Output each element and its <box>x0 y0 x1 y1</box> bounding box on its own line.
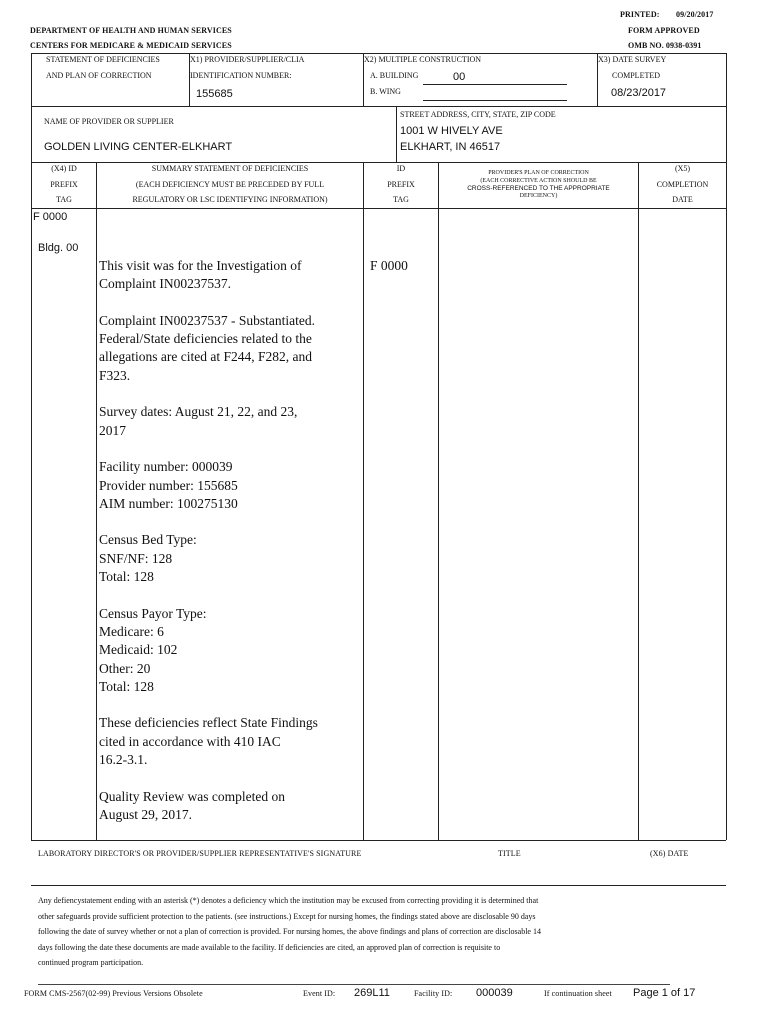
page-number: Page 1 of 17 <box>633 987 696 999</box>
disclaimer-line: other safeguards provide sufficient protection to the patients. (see instructions.) Except for nursing homes, the findings stated above are disclosable 90 days <box>38 911 536 921</box>
summary-header-line3: REGULATORY OR LSC IDENTIFYING INFORMATION) <box>132 195 328 204</box>
form-approved-label: FORM APPROVED <box>628 26 700 35</box>
id-header-line1: ID <box>396 164 406 173</box>
x3-label-line1: X3) DATE SURVEY <box>598 55 667 64</box>
column-header-bottom-border <box>31 208 726 209</box>
printed-label: PRINTED: <box>620 10 660 19</box>
plan-header-line3: CROSS-REFERENCED TO THE APPROPRIATE <box>467 185 610 192</box>
text-line: Medicare: 6 <box>99 623 164 639</box>
plan-header-line4: DEFICIENCY) <box>519 192 558 199</box>
text-line: allegations are cited at F244, F282, and <box>99 349 312 365</box>
summary-header-line1: SUMMARY STATEMENT OF DEFICIENCIES <box>151 164 309 173</box>
text-line: 2017 <box>99 422 126 438</box>
paragraph <box>99 714 361 769</box>
facility-id-label: Facility ID: <box>414 989 453 998</box>
building-value: 00 <box>453 71 466 83</box>
paragraph <box>99 257 361 294</box>
text-line: This visit was for the Investigation of <box>99 258 302 273</box>
printed-date: 09/20/2017 <box>676 10 714 19</box>
x1-label-line1: X1) PROVIDER/SUPPLIER/CLIA <box>190 55 305 64</box>
text-line: Quality Review was completed on <box>99 788 285 804</box>
left-prefix-tag: F 0000 <box>33 211 68 223</box>
text-line: Federal/State deficiencies related to the <box>99 331 312 347</box>
text-line: Census Payor Type: <box>99 605 207 621</box>
text-line: Survey dates: August 21, 22, and 23, <box>99 404 298 420</box>
disclaimer-line: continued program participation. <box>38 958 144 967</box>
top-border <box>31 53 726 54</box>
text-line: Provider number: 155685 <box>99 477 238 493</box>
disclaimer-line: following the date of survey whether or not a plan of correction is provided. For nursing homes, the above findings and plans of correction are disclosable 14 <box>38 927 541 936</box>
id-header-line3: TAG <box>393 195 409 204</box>
omb-number: OMB NO. 0938-0391 <box>628 41 702 50</box>
x1-label-line2: IDENTIFICATION NUMBER: <box>190 71 292 80</box>
statement-label-line2: AND PLAN OF CORRECTION <box>46 71 152 80</box>
centers-heading: CENTERS FOR MEDICARE & MEDICAID SERVICES <box>30 41 232 50</box>
plan-header-line1: PROVIDER'S PLAN OF CORRECTION <box>488 170 589 176</box>
plan-header <box>439 170 638 200</box>
x4-header-line1: (X4) ID <box>51 164 77 173</box>
facility-id-value: 000039 <box>476 987 513 999</box>
signature-label: LABORATORY DIRECTOR'S OR PROVIDER/SUPPLIER REPRESENTATIVE'S SIGNATURE <box>38 849 362 858</box>
text-line: August 29, 2017. <box>99 806 193 822</box>
text-line: Total: 128 <box>99 569 154 585</box>
text-line: These deficiencies reflect State Findings <box>99 715 318 731</box>
wing-label: B. WING <box>370 87 401 96</box>
col-divider-id <box>438 162 439 840</box>
form-number: FORM CMS-2567(02-99) Previous Versions Obsolete <box>24 989 203 998</box>
paragraph <box>99 531 361 586</box>
disclaimer <box>38 893 718 971</box>
x5-header-line1: (X5) <box>674 164 691 173</box>
paragraph <box>99 788 361 825</box>
signature-date-label: (X6) DATE <box>650 849 689 858</box>
text-line: Complaint IN00237537 - Substantiated. <box>99 312 315 328</box>
provider-name-value: GOLDEN LIVING CENTER-ELKHART <box>44 141 233 153</box>
plan-header-line2: (EACH CORRECTIVE ACTION SHOULD BE <box>480 177 597 184</box>
footer-rule <box>38 984 670 985</box>
text-line: Other: 20 <box>99 660 151 676</box>
signature-title-label: TITLE <box>498 849 521 858</box>
address-line1: 1001 W HIVELY AVE <box>400 125 503 137</box>
text-line: Facility number: 000039 <box>99 459 233 475</box>
building-underline <box>423 84 567 85</box>
address-label: STREET ADDRESS, CITY, STATE, ZIP CODE <box>400 110 556 119</box>
disclaimer-line: Any defiencystatement ending with an asterisk (*) denotes a deficiency which the institution may be excused from correcting providing it is determined that <box>38 896 539 905</box>
name-address-divider <box>396 106 397 162</box>
provider-name-label: NAME OF PROVIDER OR SUPPLIER <box>44 117 174 126</box>
continuation-label: If continuation sheet <box>544 989 612 998</box>
x5-header-line2: COMPLETION <box>656 180 709 189</box>
text-line: Census Bed Type: <box>99 532 197 548</box>
address-line2: ELKHART, IN 46517 <box>400 141 501 153</box>
x5-header-line3: DATE <box>672 195 693 204</box>
id-header-line2: PREFIX <box>387 180 415 189</box>
text-line: SNF/NF: 128 <box>99 550 173 566</box>
text-line: cited in accordance with 410 IAC <box>99 733 281 749</box>
text-line: Total: 128 <box>99 678 154 694</box>
text-line: F323. <box>99 367 131 383</box>
department-heading: DEPARTMENT OF HEALTH AND HUMAN SERVICES <box>30 26 232 35</box>
paragraph <box>99 312 361 385</box>
text-line: 16.2-3.1. <box>99 752 148 768</box>
x3-label-line2: COMPLETED <box>612 71 660 80</box>
col-divider-plan <box>638 162 639 840</box>
x4-header-line2: PREFIX <box>50 180 78 189</box>
col-divider-summary <box>363 162 364 840</box>
wing-underline <box>423 100 567 101</box>
text-line: Complaint IN00237537. <box>99 276 231 292</box>
right-prefix-tag: F 0000 <box>370 258 408 273</box>
summary-statement <box>99 257 361 843</box>
right-border <box>726 53 727 840</box>
x2-label: X2) MULTIPLE CONSTRUCTION <box>364 55 482 64</box>
event-id-label: Event ID: <box>303 989 336 998</box>
boxes-bottom-border <box>31 106 726 107</box>
text-line: Medicaid: 102 <box>99 642 178 658</box>
paragraph <box>99 605 361 696</box>
summary-header-line2: (EACH DEFICIENCY MUST BE PRECEDED BY FULL <box>135 180 325 189</box>
disclaimer-line: days following the date these documents are made available to the facility. If deficiencies are cited, an approved plan of correction is requisite to <box>38 942 501 952</box>
building-tag: Bldg. 00 <box>38 242 79 254</box>
paragraph <box>99 403 361 440</box>
text-line: AIM number: 100275130 <box>99 495 238 511</box>
col-divider-tag <box>96 162 97 840</box>
x4-header-line3: TAG <box>56 195 72 204</box>
provider-id-value: 155685 <box>196 88 233 100</box>
statement-label-line1: STATEMENT OF DEFICIENCIES <box>46 55 160 64</box>
survey-date-value: 08/23/2017 <box>611 87 667 99</box>
event-id-value: 269L11 <box>354 987 390 999</box>
signature-bottom-border <box>31 885 726 886</box>
paragraph <box>99 458 361 513</box>
building-label: A. BUILDING <box>370 71 419 80</box>
name-row-bottom-border <box>31 162 726 163</box>
